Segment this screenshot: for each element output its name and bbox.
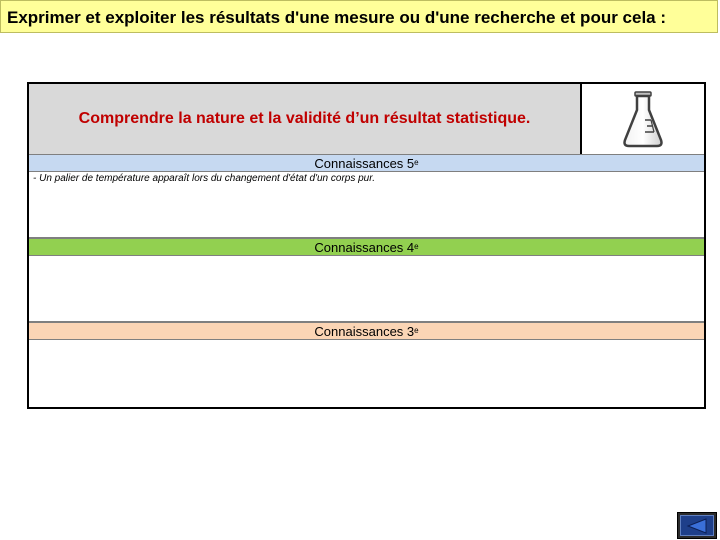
section-3-header	[29, 322, 704, 340]
section-5-superscript: e	[414, 157, 419, 167]
section-3-label: Connaissances 3	[314, 323, 415, 339]
skills-card	[27, 82, 706, 409]
card-icon-cell	[582, 84, 704, 154]
section-3-content	[29, 340, 704, 407]
section-3-superscript: e	[414, 325, 419, 335]
card-heading-cell	[29, 84, 582, 154]
section-5-header	[29, 154, 704, 172]
section-4-superscript: e	[414, 241, 419, 251]
section-4-label: Connaissances 4	[314, 239, 415, 255]
left-triangle-icon	[686, 518, 708, 534]
flask-icon	[621, 90, 665, 148]
back-button[interactable]	[677, 512, 717, 539]
section-5-label: Connaissances 5	[314, 155, 415, 171]
top-banner	[0, 0, 718, 33]
section-4-content	[29, 256, 704, 322]
section-4-header	[29, 238, 704, 256]
page-title: Exprimer et exploiter les résultats d'une mesure ou d'une recherche et pour cela :	[7, 8, 667, 27]
section-5-content: - Un palier de température apparaît lors du changement d'état d'un corps pur.	[29, 172, 704, 238]
card-header	[29, 84, 704, 154]
back-button-face[interactable]	[680, 515, 714, 536]
card-heading: Comprendre la nature et la validité d’un résultat statistique.	[78, 110, 531, 127]
